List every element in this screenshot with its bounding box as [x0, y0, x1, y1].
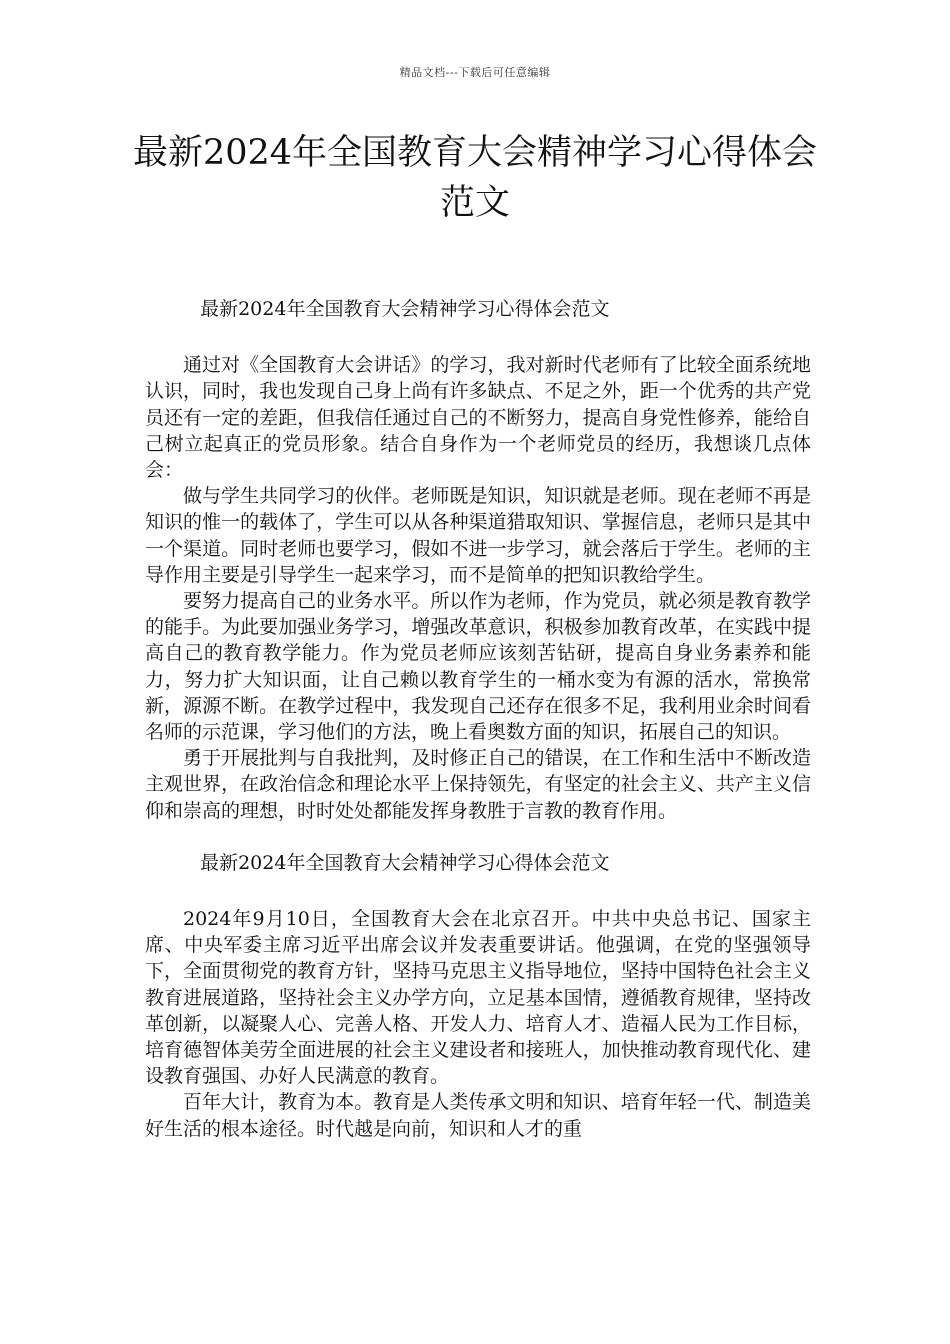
document-title: 最新2024年全国教育大会精神学习心得体会范文 [132, 133, 818, 223]
document-body [145, 296, 811, 1142]
spacer [145, 824, 811, 850]
spacer [145, 322, 811, 352]
paragraph: 要努力提高自己的业务水平。所以作为老师，作为党员，就必须是教育教学的能手。为此要加强业务学习，增强改革意识，积极参加教育改革，在实践中提高自己的教育教学能力。作为党员老师应该刻苦钻研，提高自身业务素养和能力，努力扩大知识面，让自己赖以教育学生的一桶水变为有源的活水，常换常新，源源不断。在教学过程中，我发现自己还存在很多不足，我利用业余时间看名师的示范课，学习他们的方法，晚上看奥数方面的知识，拓展自己的知识。 [145, 590, 811, 744]
paragraph: 通过对《全国教育大会讲话》的学习，我对新时代老师有了比较全面系统地认识，同时，我也发现自己身上尚有许多缺点、不足之外，距一个优秀的共产党员还有一定的差距，但我信任通过自己的不断努力，提高自身党性修养，能给自己树立起真正的党员形象。结合自身作为一个老师党员的经历，我想谈几点体会： [145, 354, 811, 482]
header-note: 精品文档---下载后可任意编辑 [399, 66, 551, 79]
paragraph: 2024年9月10日，全国教育大会在北京召开。中共中央总书记、国家主席、中央军委主席习近平出席会议并发表重要讲话。他强调，在党的坚强领导下，全面贯彻党的教育方针，坚持马克思主义指导地位，坚持中国特色社会主义教育进展道路，坚持社会主义办学方向，立足基本国情，遵循教育规律，坚持改革创新，以凝聚人心、完善人格、开发人力、培育人才、造福人民为工作目标，培育德智体美劳全面进展的社会主义建设者和接班人，加快推动教育现代化、建设教育强国、办好人民满意的教育。 [145, 908, 811, 1088]
paragraph: 百年大计，教育为本。教育是人类传承文明和知识、培育年轻一代、制造美好生活的根本途径。时代越是向前，知识和人才的重 [145, 1091, 811, 1140]
section-heading: 最新2024年全国教育大会精神学习心得体会范文 [200, 298, 610, 320]
spacer [145, 876, 811, 906]
paragraph: 勇于开展批判与自我批判，及时修正自己的错误，在工作和生活中不断改造主观世界，在政治信念和理论水平上保持领先，有坚定的社会主义、共产主义信仰和崇高的理想，时时处处都能发挥身教胜于言教的教育作用。 [145, 747, 811, 822]
paragraph: 做与学生共同学习的伙伴。老师既是知识，知识就是老师。现在老师不再是知识的惟一的载体了，学生可以从各种渠道猎取知识、掌握信息，老师只是其中一个渠道。同时老师也要学习，假如不进一步学习，就会落后于学生。老师的主导作用主要是引导学生一起来学习，而不是简单的把知识教给学生。 [145, 485, 811, 586]
section-heading: 最新2024年全国教育大会精神学习心得体会范文 [200, 851, 610, 874]
